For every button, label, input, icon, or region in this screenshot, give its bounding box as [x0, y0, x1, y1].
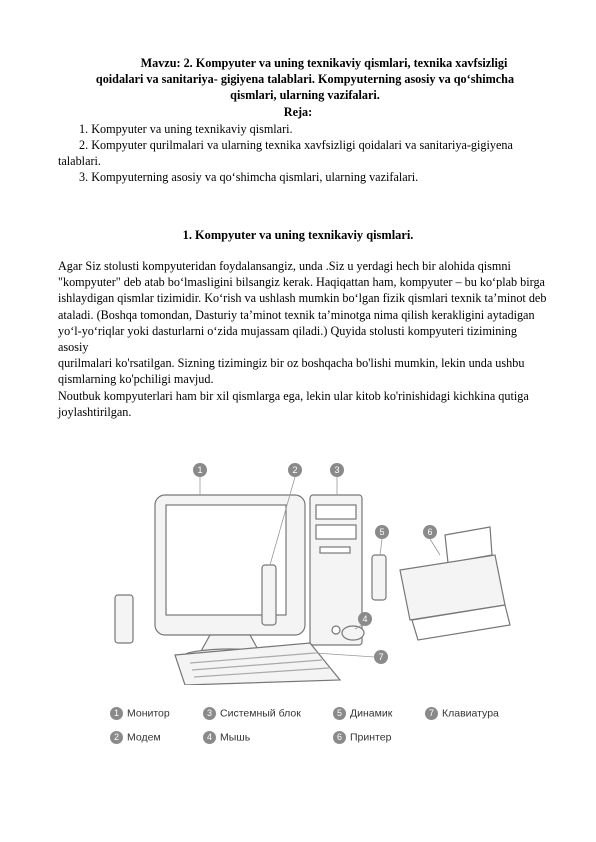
modem-drawing	[262, 565, 276, 625]
callout-1: 1	[193, 463, 207, 477]
legend-item-system-unit: 3 Системный блок	[203, 707, 301, 720]
legend-item-keyboard: 7 Клавиатура	[425, 707, 499, 720]
paragraph-3: Noutbuk kompyuterlari ham bir xil qismlarga ega, lekin ular kitob ko'rinishidagi kichkina qutiga joylashtirilgan.	[58, 388, 529, 419]
computer-parts-illustration	[100, 455, 520, 755]
paragraph-2: qurilmalari ko'rsatilgan. Sizning tizimingiz bir oz boshqacha bo'lishi mumkin, lekin unda ushbu qismlarning ko'pchiligi mavjud.	[58, 356, 525, 387]
callout-5: 5	[375, 525, 389, 539]
page-title	[60, 55, 550, 103]
printer-drawing	[400, 527, 510, 640]
legend-item-modem: 2 Модем	[110, 731, 161, 744]
body-text	[58, 258, 550, 420]
plan-item-3: 3. Kompyuterning asosiy va qo‘shimcha qismlari, ularning vazifalari.	[79, 170, 419, 184]
legend-item-mouse: 4 Мышь	[203, 731, 250, 744]
section-heading: 1. Kompyuter va uning texnikaviy qismlari.	[182, 228, 414, 242]
title-line-3: qismlari, ularning vazifalari.	[230, 88, 380, 102]
callout-4: 4	[358, 612, 372, 626]
legend-item-monitor: 1 Монитор	[110, 707, 170, 720]
keyboard-drawing	[175, 643, 340, 685]
computer-drawing	[100, 455, 520, 685]
paragraph-1: Agar Siz stolusti kompyuteridan foydalansangiz, unda .Siz u yerdagi hech bir alohida qismni "kompyuter" deb atab bo‘lmasligini bilsangiz kerak. Haqiqattan ham, kompyuter – bu ko‘plab birga ishlaydigan qismlar tizimidir. Ko‘rish va ushlash mumkin bo‘lgan fizik qismlari texnik ta’minot deb ataladi. (Boshqa tomondan, Dasturiy ta’minot texnik ta’minotga nima qilish kerakligini aytadigan yo‘l-yo‘riqlar yoki dasturlarni o‘zida mujassam qiladi.) Quyida stolusti kompyuteri tizimining asosiy	[58, 259, 547, 355]
legend-item-speaker: 5 Динамик	[333, 707, 392, 720]
callout-7: 7	[374, 650, 388, 664]
system-unit-drawing	[310, 495, 362, 645]
plan-heading: Reja:	[283, 105, 313, 119]
plan-item-2: 2. Kompyuter qurilmalari va ularning texnika xavfsizligi qoidalari va sanitariya-gigiyena talablari.	[58, 138, 513, 168]
callout-2: 2	[288, 463, 302, 477]
mouse-drawing	[342, 626, 364, 640]
title-line-1: Mavzu: 2. Kompyuter va uning texnikaviy qismlari, texnika xavfsizligi	[140, 56, 508, 70]
title-line-2: qoidalari va sanitariya- gigiyena talablari. Kompyuterning asosiy va qo‘shimcha	[95, 72, 515, 86]
legend-item-printer: 6 Принтер	[333, 731, 391, 744]
callout-6: 6	[423, 525, 437, 539]
plan-list	[58, 121, 548, 185]
plan-item-1: 1. Kompyuter va uning texnikaviy qismlari.	[79, 122, 293, 136]
callout-3: 3	[330, 463, 344, 477]
